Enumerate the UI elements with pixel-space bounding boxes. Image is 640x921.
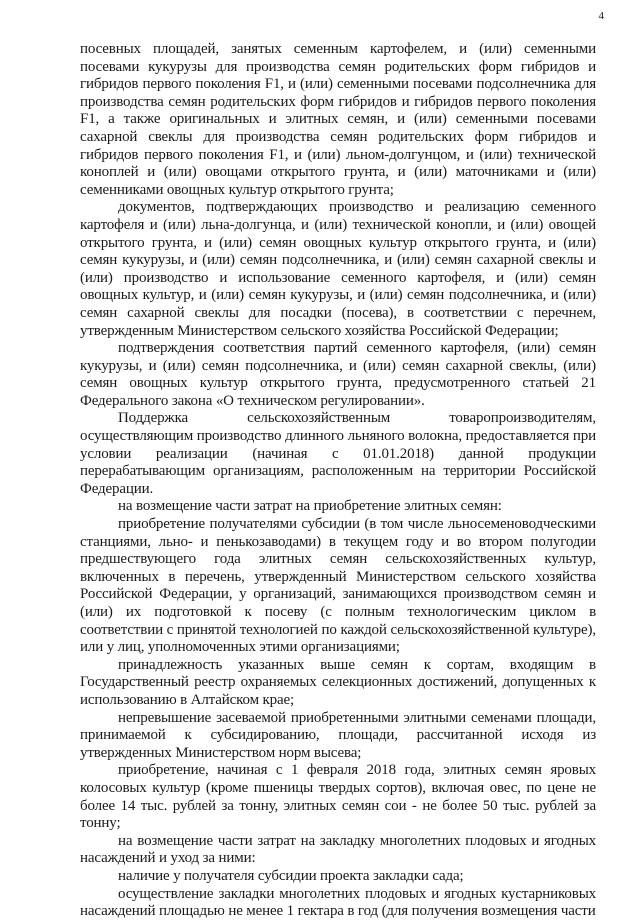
page-number: 4 bbox=[598, 10, 604, 22]
paragraph: на возмещение части затрат на закладку многолетних плодовых и ягодных насаждений и уход за ними: bbox=[80, 832, 596, 867]
paragraph: принадлежность указанных выше семян к сортам, входящим в Государственный реестр охраняемых селекционных достижений, допущенных к использованию в Алтайском крае; bbox=[80, 656, 596, 708]
paragraph: наличие у получателя субсидии проекта закладки сада; bbox=[118, 867, 464, 884]
paragraph: приобретение получателями субсидии (в том числе льносеменоводческими станциями, льно- и пенькозаводами) в текущем году и во втором полугодии предшествующего года элитных семян сельскохозяйственных культур, включенных в перечень, утвержденный Министерством сельского хозяйства Российской Федерации, у организаций, занимающихся производством семян и (или) их подготовкой к посеву (с полным технологическим циклом в соответствии с принятой технологией по каждой сельскохозяйственной культуре), или у лиц, уполномоченных этими организациями; bbox=[80, 516, 596, 656]
paragraph: осуществление закладки многолетних плодовых и ягодных кустарниковых насаждений площадью не менее 1 гектара в год (для получения возмещения части bbox=[80, 885, 596, 920]
paragraph: подтверждения соответствия партий семенного картофеля, (или) семян кукурузы, и (или) семян подсолнечника, и (или) семян сахарной свеклы, (или) семян овощных культур открытого грунта, предусмотренного статьей 21 Федерального закона «О техническом регулировании». bbox=[80, 340, 596, 409]
paragraph: документов, подтверждающих производство и реализацию семенного картофеля и (или) льна-долгунца, и (или) технической конопли, и (или) овощей открытого грунта, и (или) семян овощных культур открытого грунта, и (или) семян кукурузы, и (или) семян подсолнечника, и (или) семян сахарной свеклы и (или) производство и использование семенного картофеля, и (или) семян овощных культур, и (или) семян кукурузы, и (или) семян подсолнечника, и (или) семян сахарной свеклы для посадки (посева), в соответствии с перечнем, утвержденным Министерством сельского хозяйства Российской Федерации; bbox=[80, 199, 596, 339]
document-body bbox=[80, 41, 596, 921]
paragraph: посевных площадей, занятых семенным картофелем, и (или) семенными посевами кукурузы для производства семян родительских форм гибридов и гибридов первого поколения F1, и (или) семенными посевами подсолнечника для производства семян родительских форм гибридов и гибридов первого поколения F1, а также оригинальных и элитных семян, и (или) семенными посевами сахарной свеклы для производства семян родительских форм гибридов и гибридов первого поколения F1, и (или) льном-долгунцом, и (или) технической коноплей и (или) овощами открытого грунта, и (или) маточниками и (или) семенниками овощных культур открытого грунта; bbox=[80, 41, 596, 198]
paragraph: непревышение засеваемой приобретенными элитными семенами площади, принимаемой к субсидированию, площади, рассчитанной исходя из утвержденных Министерством норм высева; bbox=[80, 709, 596, 761]
paragraph: приобретение, начиная с 1 февраля 2018 года, элитных семян яровых колосовых культур (кроме пшеницы твердых сортов), включая овес, по цене не более 14 тыс. рублей за тонну, элитных семян сои - не более 50 тыс. рублей за тонну; bbox=[80, 762, 596, 832]
paragraph: на возмещение части затрат на приобретение элитных семян: bbox=[118, 498, 502, 515]
paragraph: Поддержка сельскохозяйственным товаропроизводителям, осуществляющим производство длинного льняного волокна, предоставляется при условии реализации (начиная с 01.01.2018) данной продукции перерабатывающим организациям, расположенным на территории Российской Федерации. bbox=[80, 410, 596, 497]
